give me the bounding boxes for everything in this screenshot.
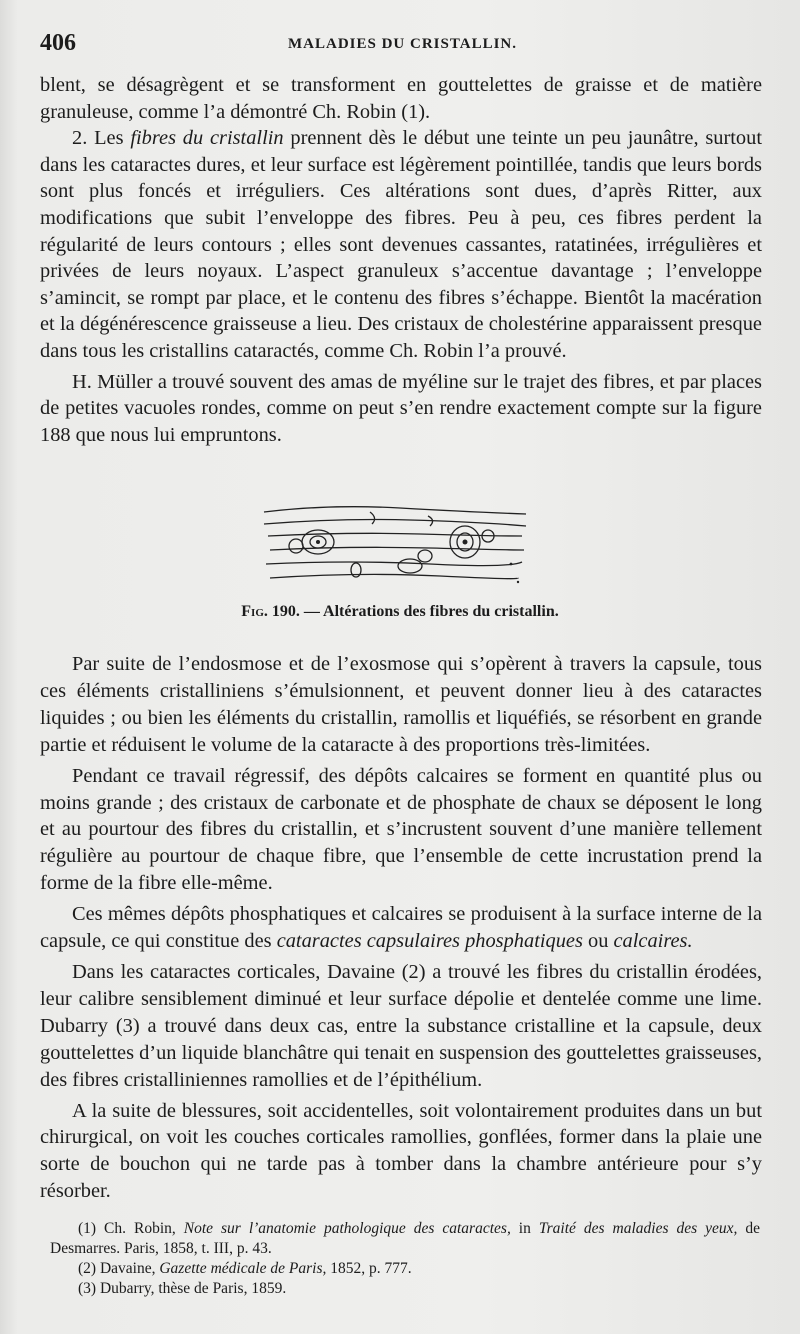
paragraph-3: H. Müller a trouvé souvent des amas de myéline sur le trajet des fibres, et par places de petites vacuoles rondes, comme on peut s’en rendre exactement compte sur la figure 188 que nous lui empruntons. — [40, 370, 762, 446]
figure-illustration — [260, 498, 530, 584]
emphasis-fibres: fibres du cristallin — [130, 127, 284, 150]
paragraph-4: Par suite de l’endosmose et de l’exosmose qui s’opèrent à travers la capsule, tous ces éléments cristalliniens s’émulsionnent, et peuvent donner lieu à des cataractes liquides ; ou bien les éléments du cristallin, ramollis et liquéfiés, se résorbent en grande partie et réduisent le volume de la cataracte à des proportions très-limitées. — [40, 653, 762, 756]
figure-caption — [0, 603, 800, 621]
body-text-upper — [40, 72, 762, 448]
paragraph-5: Pendant ce travail régressif, des dépôts calcaires se forment en quantité plus ou moins grande ; des cristaux de carbonate et de phosphate de chaux se déposent le long et au pourtour des fibres du cristallin, et s’incrustent souvent d’une manière tellement régulière au pourtour de chaque fibre, que l’ensemble de cette incrustation prend la forme de la fibre elle-même. — [40, 764, 762, 895]
footnote-3: (3) Dubarry, thèse de Paris, 1859. — [78, 1280, 287, 1297]
figure-label: Fig. 190. — [241, 603, 300, 620]
page-header — [40, 30, 760, 60]
paragraph-1: blent, se désagrègent et se transforment en gouttelettes de graisse et de matière granuleuse, comme l’a démontré Ch. Robin (1). — [40, 74, 762, 123]
paragraph-2: 2. Les fibres du cristallin prennent dès le début une teinte un peu jaunâtre, surtout dans les cataractes dures, et leur surface est légèrement pointillée, tandis que leurs bords sont plus foncés et irréguliers. Ces altérations sont dues, d’après Ritter, aux modifications que subit l’enveloppe des fibres. Peu à peu, ces fibres perdent la régularité de leurs contours ; elles sont devenues cassantes, ratatinées, irrégulières et privées de leurs noyaux. L’aspect granuleux s’accentue davantage ; l’enveloppe s’amincit, se rompt par place, et le contenu des fibres s’échappe. Bientôt la macération et la dégénérescence graisseuse a lieu. Des cristaux de cholestérine apparaissent presque dans tous les cristallins cataractés, comme Ch. Robin l’a prouvé. — [40, 127, 762, 362]
paragraph-7: Dans les cataractes corticales, Davaine (2) a trouvé les fibres du cristallin érodées, leur calibre sensiblement diminué et leur surface dépolie et dentelée comme une lime. Dubarry (3) a trouvé dans deux cas, entre la substance cristalline et la capsule, deux gouttelettes d’un liquide blanchâtre qui tenait en suspension des gouttelettes graisseuses, des fibres cristalliniennes ramollies et de l’épithélium. — [40, 960, 762, 1091]
figure-caption-text: — Altérations des fibres du cristallin. — [299, 603, 559, 620]
paragraph-8: A la suite de blessures, soit accidentelles, soit volontairement produites dans un but chirurgical, on voit les couches corticales ramollies, gonflées, former dans la plaie une sorte de bouchon qui ne tarde pas à tomber dans la chambre antérieure pour s’y résorber. — [40, 1099, 762, 1203]
emphasis-calcaires: calcaires. — [613, 930, 693, 953]
page-number: 406 — [40, 30, 76, 56]
footnote-2: (2) Davaine, Gazette médicale de Paris, 1852, p. 777. — [78, 1260, 412, 1277]
footnotes — [50, 1219, 760, 1299]
footnote-1: (1) Ch. Robin, Note sur l’anatomie pathologique des cataractes, in Traité des maladies des yeux, de Desmarres. Paris, 1858, t. III, p. 43. — [50, 1220, 761, 1257]
running-title: MALADIES DU CRISTALLIN. — [288, 36, 518, 52]
emphasis-capsulaires: cataractes capsulaires phosphatiques — [276, 930, 583, 953]
body-text-lower — [40, 651, 762, 1205]
paragraph-6: Ces mêmes dépôts phosphatiques et calcaires se produisent à la surface interne de la capsule, ce qui constitue des cataractes capsulaires phosphatiques ou calcaires. — [40, 903, 762, 953]
